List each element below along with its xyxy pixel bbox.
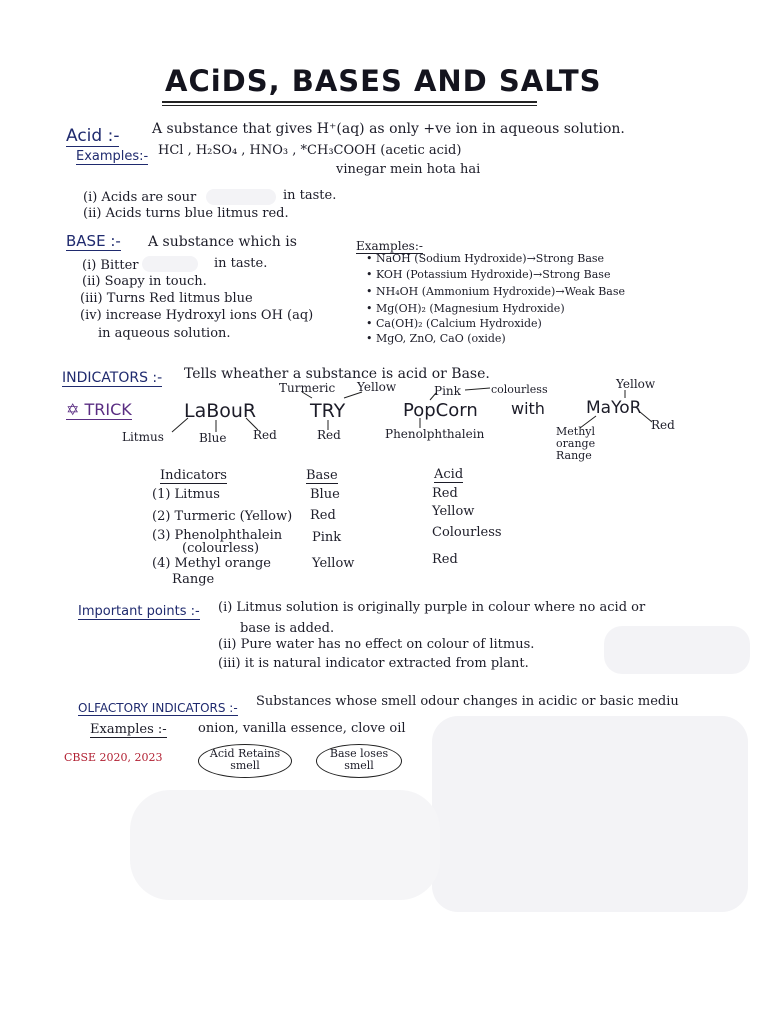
acid-examples: HCl , H₂SO₄ , HNO₃ , *CH₃COOH (acetic acid) (158, 143, 462, 158)
trick-phenolphthalein: Phenolphthalein (385, 427, 485, 441)
cloud-base-line-1: Base loses (329, 747, 389, 760)
trick-label: ✡ TRICK (66, 400, 132, 419)
base-example-4: • Mg(OH)₂ (Magnesium Hydroxide) (366, 302, 565, 315)
table-row-1-acid: Red (432, 486, 458, 501)
cbse-tag: CBSE 2020, 2023 (64, 751, 163, 764)
base-point-3: (iii) Turns Red litmus blue (80, 291, 253, 306)
arrow-t-turmeric (302, 392, 312, 398)
arrow-r-red-3 (640, 412, 652, 422)
indicators-heading: INDICATORS :- (62, 370, 163, 386)
base-point-4: (iv) increase Hydroxyl ions OH (aq) (80, 308, 314, 323)
page-title: ACiDS, BASES AND SALTS (165, 64, 602, 98)
base-example-3: • NH₄OH (Ammonium Hydroxide)→Weak Base (366, 285, 625, 298)
trick-litmus: Litmus (122, 430, 164, 444)
olfactory-definition: Substances whose smell odour changes in acidic or basic mediu (256, 694, 679, 709)
table-row-4-acid: Red (432, 552, 458, 567)
important-heading: Important points :- (78, 604, 200, 619)
trick-word-labour: LaBouR (184, 400, 257, 422)
trick-word-popcorn: PopCorn (403, 400, 478, 421)
cloud-acid-retains (198, 744, 292, 778)
base-examples-label: Examples:- (356, 239, 423, 253)
base-point-1a: (i) Bitter (82, 258, 139, 273)
trick-pink: Pink (434, 384, 461, 398)
base-point-1b: in taste. (214, 256, 268, 271)
olfactory-examples: onion, vanilla essence, clove oil (198, 721, 406, 736)
important-point-1b: base is added. (240, 621, 335, 636)
cloud-acid-line-1: Acid Retains (209, 747, 281, 760)
redaction-patch-bottom (130, 790, 440, 900)
trick-yellow-1: Yellow (357, 380, 397, 394)
arrow-y-yellow (344, 392, 362, 398)
arrow-m-methyl (580, 416, 596, 428)
trick-colourless: colourless (491, 383, 548, 396)
table-header-base: Base (306, 468, 338, 483)
table-row-3-indicator: (3) Phenolphthalein (152, 528, 283, 543)
trick-methyl-line-2: orange (556, 437, 596, 450)
table-row-2-indicator: (2) Turmeric (Yellow) (152, 509, 293, 524)
base-example-1: • NaOH (Sodium Hydroxide)→Strong Base (366, 252, 605, 265)
indicators-definition: Tells wheather a substance is acid or Base. (184, 366, 490, 382)
arrow-l-litmus (172, 418, 188, 432)
important-point-3: (iii) it is natural indicator extracted from plant. (218, 656, 529, 671)
redaction-patch (604, 626, 750, 674)
cloud-base-loses (316, 744, 402, 778)
base-example-6: • MgO, ZnO, CaO (oxide) (366, 332, 506, 345)
arrow-r-red (246, 418, 258, 430)
base-heading: BASE :- (66, 232, 121, 250)
table-row-4-sub: Range (172, 572, 215, 587)
important-point-1: (i) Litmus solution is originally purple in colour where no acid or (218, 600, 646, 615)
table-row-4-indicator: (4) Methyl orange (152, 556, 271, 571)
trick-red-3: Red (651, 418, 675, 432)
trick-methyl-line-3: Range (556, 449, 592, 462)
trick-word-mayor: MaYoR (586, 398, 642, 418)
table-row-2-acid: Yellow (432, 504, 475, 519)
redaction-patch-large (432, 716, 748, 912)
table-row-3-sub: (colourless) (182, 541, 260, 556)
base-definition: A substance which is (148, 234, 297, 250)
trick-methyl-line-1: Methyl (556, 425, 596, 438)
base-point-4b: in aqueous solution. (98, 326, 231, 341)
base-example-5: • Ca(OH)₂ (Calcium Hydroxide) (366, 317, 542, 330)
arrow-p-pink (430, 393, 436, 400)
table-header-indicators: Indicators (160, 468, 227, 483)
acid-examples-label: Examples:- (76, 149, 149, 164)
olfactory-heading: OLFACTORY INDICATORS :- (78, 701, 238, 715)
table-row-4-base: Yellow (312, 556, 355, 571)
acid-point-2: (ii) Acids turns blue litmus red. (83, 206, 289, 221)
table-row-3-base: Pink (312, 530, 342, 545)
base-point-2: (ii) Soapy in touch. (82, 274, 207, 289)
cloud-base-line-2: smell (344, 759, 374, 772)
acid-point-1a: (i) Acids are sour (83, 190, 197, 205)
base-example-2: • KOH (Potassium Hydroxide)→Strong Base (366, 268, 611, 281)
trick-blue: Blue (199, 431, 227, 445)
table-row-2-base: Red (310, 508, 336, 523)
table-header-acid: Acid (434, 467, 464, 482)
trick-red-2: Red (317, 428, 341, 442)
table-row-3-acid: Colourless (432, 525, 502, 540)
trick-red-1: Red (253, 428, 277, 442)
trick-turmeric: Turmeric (279, 381, 336, 395)
table-row-1-base: Blue (310, 487, 340, 502)
trick-word-with: with (511, 399, 545, 418)
acid-point-1b: in taste. (283, 188, 337, 203)
trick-label-text: TRICK (84, 400, 132, 419)
acid-definition: A substance that gives H⁺(aq) as only +ve ion in aqueous solution. (152, 121, 625, 137)
important-point-2: (ii) Pure water has no effect on colour of litmus. (218, 637, 535, 652)
acid-note: vinegar mein hota hai (336, 162, 481, 177)
arrow-pink-colourless (465, 388, 490, 390)
acid-heading: Acid :- (66, 126, 120, 146)
cloud-acid-line-2: smell (230, 759, 260, 772)
trick-word-try: TRY (310, 400, 346, 422)
trick-yellow-2: Yellow (616, 377, 656, 391)
table-row-1-indicator: (1) Litmus (152, 487, 220, 502)
olfactory-examples-label: Examples :- (90, 722, 167, 737)
